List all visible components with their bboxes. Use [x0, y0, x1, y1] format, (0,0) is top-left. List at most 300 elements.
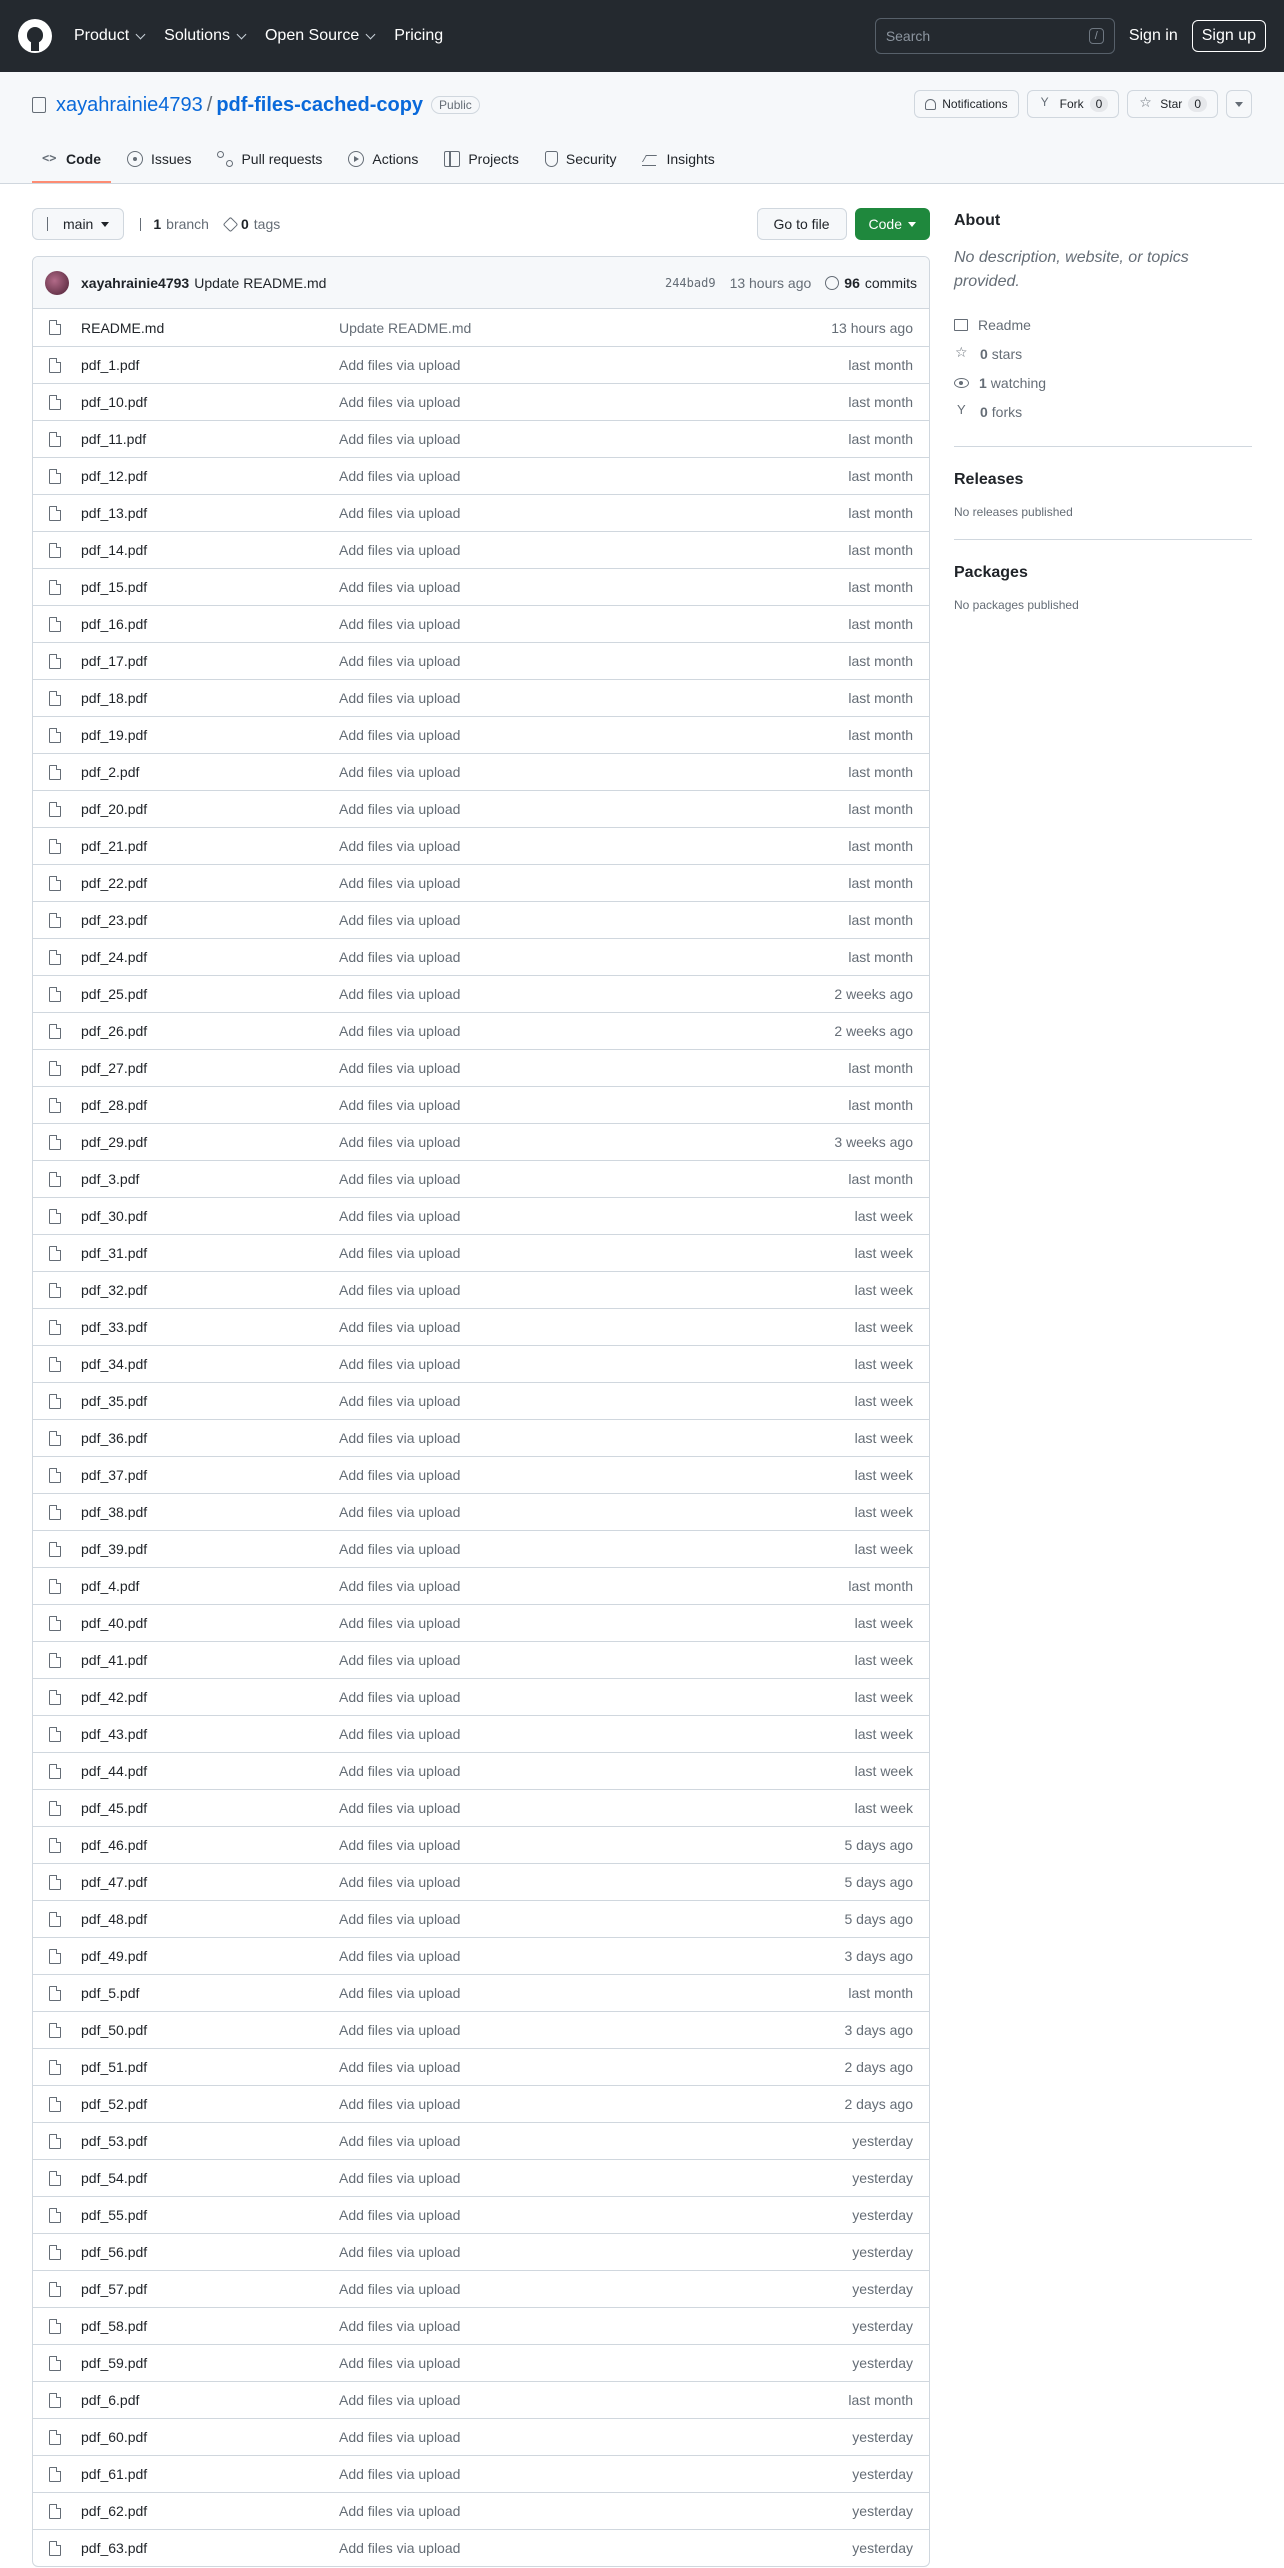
file-row[interactable] — [33, 1826, 929, 1863]
file-row[interactable] — [33, 2418, 929, 2455]
fork-button[interactable] — [1027, 90, 1120, 118]
file-commit-message-link[interactable]: Add files via upload — [339, 764, 461, 780]
file-commit-age: last week — [854, 1652, 913, 1668]
file-list — [32, 256, 930, 2567]
file-row[interactable] — [33, 2344, 929, 2381]
file-name-link[interactable]: pdf_61.pdf — [81, 2466, 148, 2482]
file-row[interactable] — [33, 1160, 929, 1197]
repo-sidebar — [954, 208, 1252, 2567]
file-name-link[interactable]: pdf_34.pdf — [81, 1356, 148, 1372]
file-commit-message-link[interactable]: Add files via upload — [339, 2022, 461, 2038]
notifications-label: Notifications — [942, 97, 1008, 111]
tab-code-label: Code — [66, 151, 101, 167]
file-commit-message-link[interactable]: Add files via upload — [339, 1060, 461, 1076]
fork-counter: 0 — [1090, 96, 1109, 112]
file-commit-message-link[interactable]: Add files via upload — [339, 1171, 461, 1187]
file-row[interactable] — [33, 1789, 929, 1826]
tab-pull-requests[interactable] — [207, 135, 332, 183]
file-row[interactable] — [33, 1234, 929, 1271]
file-row[interactable] — [33, 1197, 929, 1234]
file-name-link[interactable]: pdf_2.pdf — [81, 764, 140, 780]
file-row[interactable] — [33, 938, 929, 975]
header-right — [875, 18, 1266, 54]
releases-heading[interactable]: Releases — [954, 471, 1024, 488]
file-commit-message-link[interactable]: Add files via upload — [339, 949, 461, 965]
file-icon — [49, 543, 61, 558]
commit-meta — [665, 275, 917, 291]
main-content — [0, 184, 1284, 2567]
file-icon — [49, 432, 61, 447]
file-name-link[interactable]: pdf_53.pdf — [81, 2133, 148, 2149]
file-row[interactable] — [33, 975, 929, 1012]
file-name-link[interactable]: pdf_44.pdf — [81, 1763, 148, 1779]
file-commit-age: 5 days ago — [844, 1911, 913, 1927]
tab-projects[interactable] — [434, 135, 529, 183]
file-rows — [33, 309, 929, 2566]
file-commit-message-link[interactable]: Add files via upload — [339, 2503, 461, 2519]
file-name-link[interactable]: pdf_3.pdf — [81, 1171, 140, 1187]
file-name-link[interactable]: pdf_54.pdf — [81, 2170, 148, 2186]
file-row[interactable] — [33, 2455, 929, 2492]
file-commit-message-link[interactable]: Add files via upload — [339, 986, 461, 1002]
file-row[interactable] — [33, 1049, 929, 1086]
nav-open-source-label: Open Source — [264, 27, 360, 44]
file-icon — [49, 469, 61, 484]
pull-request-icon — [217, 151, 233, 167]
file-icon — [49, 1727, 61, 1742]
file-icon — [49, 1690, 61, 1705]
avatar[interactable] — [45, 271, 69, 295]
packages-heading[interactable]: Packages — [954, 564, 1028, 581]
file-row[interactable] — [33, 827, 929, 864]
file-commit-age: 3 days ago — [844, 2022, 913, 2038]
file-commit-age: last week — [854, 1615, 913, 1631]
file-commit-message-link[interactable]: Add files via upload — [339, 690, 461, 706]
star-button[interactable] — [1127, 90, 1218, 118]
file-row[interactable] — [33, 346, 929, 383]
file-row[interactable] — [33, 2233, 929, 2270]
file-commit-message-link[interactable]: Add files via upload — [339, 1467, 461, 1483]
file-icon — [49, 1394, 61, 1409]
file-icon — [49, 2319, 61, 2334]
file-commit-message-link[interactable]: Add files via upload — [339, 1097, 461, 1113]
star-icon — [1138, 96, 1154, 112]
nav-product[interactable] — [74, 27, 144, 45]
file-row[interactable] — [33, 1123, 929, 1160]
file-commit-age: last month — [848, 912, 913, 928]
file-row[interactable] — [33, 901, 929, 938]
file-commit-age: yesterday — [852, 2281, 913, 2297]
file-row[interactable] — [33, 1530, 929, 1567]
file-row[interactable] — [33, 494, 929, 531]
file-row[interactable] — [33, 2270, 929, 2307]
file-commit-message-link[interactable]: Add files via upload — [339, 1319, 461, 1335]
file-row[interactable] — [33, 2529, 929, 2566]
code-button[interactable] — [855, 208, 930, 240]
file-icon — [49, 506, 61, 521]
file-row[interactable] — [33, 457, 929, 494]
file-commit-message-link[interactable]: Add files via upload — [339, 2207, 461, 2223]
file-name-link[interactable]: pdf_6.pdf — [81, 2392, 140, 2408]
file-row[interactable] — [33, 1937, 929, 1974]
file-name-link[interactable]: pdf_1.pdf — [81, 357, 140, 373]
file-row[interactable] — [33, 716, 929, 753]
file-row[interactable] — [33, 383, 929, 420]
file-name-link[interactable]: pdf_38.pdf — [81, 1504, 148, 1520]
file-commit-age: last month — [848, 801, 913, 817]
file-name-link[interactable]: pdf_55.pdf — [81, 2207, 148, 2223]
file-name-link[interactable]: pdf_59.pdf — [81, 2355, 148, 2371]
file-icon — [49, 728, 61, 743]
nav-open-source[interactable] — [265, 27, 374, 45]
file-commit-message-link[interactable]: Add files via upload — [339, 1356, 461, 1372]
file-row[interactable] — [33, 531, 929, 568]
file-commit-message-link[interactable]: Add files via upload — [339, 1837, 461, 1853]
file-row[interactable] — [33, 1900, 929, 1937]
file-row[interactable] — [33, 1567, 929, 1604]
file-row[interactable] — [33, 1752, 929, 1789]
commit-author-link[interactable]: xayahrainie4793 — [81, 274, 190, 291]
file-name-link[interactable]: pdf_4.pdf — [81, 1578, 140, 1594]
file-commit-message-link[interactable]: Add files via upload — [339, 2540, 461, 2556]
file-icon — [49, 1616, 61, 1631]
file-row[interactable] — [33, 1493, 929, 1530]
file-icon — [49, 1468, 61, 1483]
file-commit-message-link[interactable]: Add files via upload — [339, 1726, 461, 1742]
file-name-link[interactable]: pdf_48.pdf — [81, 1911, 148, 1927]
repo-actions — [914, 90, 1252, 118]
file-commit-age: last week — [854, 1356, 913, 1372]
file-name-link[interactable]: pdf_13.pdf — [81, 505, 148, 521]
file-commit-message-link[interactable]: Add files via upload — [339, 1948, 461, 1964]
commit-sha-link[interactable]: 244bad9 — [664, 275, 716, 290]
file-commit-age: last month — [848, 1171, 913, 1187]
watching-count: 1 — [979, 374, 987, 391]
file-name-link[interactable]: pdf_25.pdf — [81, 986, 148, 1002]
file-name-link[interactable]: pdf_46.pdf — [81, 1837, 148, 1853]
forks-link[interactable] — [954, 397, 1252, 426]
file-icon — [49, 1542, 61, 1557]
file-commit-message-link[interactable]: Add files via upload — [339, 875, 461, 891]
file-commit-message-link[interactable]: Add files via upload — [339, 468, 461, 484]
nav-solutions[interactable] — [164, 27, 245, 45]
file-row[interactable] — [33, 642, 929, 679]
file-name-link[interactable]: pdf_63.pdf — [81, 2540, 148, 2556]
file-name-link[interactable]: pdf_56.pdf — [81, 2244, 148, 2260]
file-icon — [49, 2467, 61, 2482]
file-name-link[interactable]: pdf_39.pdf — [81, 1541, 148, 1557]
watching-link[interactable] — [954, 368, 1252, 397]
file-commit-age: last month — [848, 357, 913, 373]
file-icon — [49, 2393, 61, 2408]
issue-icon — [127, 151, 143, 167]
file-commit-message-link[interactable]: Add files via upload — [339, 1578, 461, 1594]
file-commit-message-link[interactable]: Add files via upload — [339, 1985, 461, 2001]
file-icon — [49, 1320, 61, 1335]
nav-pricing[interactable] — [394, 27, 443, 45]
tags-link[interactable] — [225, 216, 280, 232]
file-commit-message-link[interactable]: Add files via upload — [339, 2281, 461, 2297]
file-icon — [49, 987, 61, 1002]
file-row[interactable] — [33, 679, 929, 716]
sign-in-link[interactable]: Sign in — [1128, 27, 1178, 44]
file-commit-message-link[interactable]: Update README.md — [339, 319, 472, 336]
file-name-link[interactable]: pdf_28.pdf — [81, 1097, 148, 1113]
file-row[interactable] — [33, 1308, 929, 1345]
global-nav — [74, 27, 443, 45]
file-commit-message-link[interactable]: Add files via upload — [339, 1763, 461, 1779]
readme-link[interactable] — [954, 310, 1252, 339]
go-to-file-button[interactable]: Go to file — [757, 208, 847, 240]
file-commit-age: last week — [854, 1245, 913, 1261]
file-commit-age: yesterday — [852, 2466, 913, 2482]
branch-select-button[interactable] — [32, 208, 124, 240]
tab-insights[interactable] — [632, 135, 724, 183]
file-row[interactable] — [33, 790, 929, 827]
file-commit-age: yesterday — [852, 2244, 913, 2260]
file-name-link[interactable]: pdf_32.pdf — [81, 1282, 148, 1298]
tab-security[interactable] — [535, 135, 627, 183]
file-commit-age: 5 days ago — [844, 1874, 913, 1890]
sign-up-button[interactable]: Sign up — [1192, 20, 1266, 52]
commits-history-link[interactable] — [825, 275, 917, 291]
file-row[interactable] — [33, 1382, 929, 1419]
bell-icon — [925, 99, 936, 110]
file-name-link[interactable]: pdf_62.pdf — [81, 2503, 148, 2519]
fork-icon — [954, 404, 970, 420]
file-commit-message-link[interactable]: Add files via upload — [339, 542, 461, 558]
file-row[interactable] — [33, 2159, 929, 2196]
file-row[interactable] — [33, 568, 929, 605]
file-name-link[interactable]: pdf_58.pdf — [81, 2318, 148, 2334]
file-name-link[interactable]: pdf_43.pdf — [81, 1726, 148, 1742]
file-icon — [49, 2060, 61, 2075]
notifications-button[interactable] — [914, 90, 1018, 118]
file-row[interactable] — [33, 309, 929, 346]
file-name-link[interactable]: pdf_18.pdf — [81, 690, 148, 706]
file-name-link[interactable]: pdf_20.pdf — [81, 801, 148, 817]
branches-link[interactable] — [140, 216, 209, 232]
file-name-link[interactable]: pdf_35.pdf — [81, 1393, 148, 1409]
file-icon — [49, 2356, 61, 2371]
readme-label: Readme — [978, 316, 1031, 333]
tab-issues[interactable] — [117, 135, 201, 183]
file-commit-age: yesterday — [852, 2170, 913, 2186]
file-commit-message-link[interactable]: Add files via upload — [339, 1282, 461, 1298]
file-commit-message-link[interactable]: Add files via upload — [339, 727, 461, 743]
commit-message-link[interactable]: Update README.md — [194, 274, 327, 291]
file-commit-message-link[interactable]: Add files via upload — [339, 1504, 461, 1520]
global-header — [0, 0, 1284, 72]
github-logo-icon[interactable] — [18, 19, 52, 53]
file-commit-message-link[interactable]: Add files via upload — [339, 2096, 461, 2112]
file-name-link[interactable]: pdf_60.pdf — [81, 2429, 148, 2445]
file-commit-message-link[interactable]: Add files via upload — [339, 653, 461, 669]
chevron-down-icon — [366, 29, 376, 39]
file-name-link[interactable]: pdf_12.pdf — [81, 468, 148, 484]
file-name-link[interactable]: pdf_17.pdf — [81, 653, 148, 669]
file-row[interactable] — [33, 2011, 929, 2048]
file-name-link[interactable]: pdf_15.pdf — [81, 579, 148, 595]
file-commit-message-link[interactable]: Add files via upload — [339, 394, 461, 410]
file-commit-message-link[interactable]: Add files via upload — [339, 357, 461, 373]
stars-label: stars — [991, 345, 1023, 362]
file-row[interactable] — [33, 753, 929, 790]
branch-icon — [140, 218, 148, 231]
file-row[interactable] — [33, 1604, 929, 1641]
file-icon — [49, 1949, 61, 1964]
file-commit-message-link[interactable]: Add files via upload — [339, 2170, 461, 2186]
stars-count: 0 — [980, 345, 988, 362]
file-name-link[interactable]: pdf_41.pdf — [81, 1652, 148, 1668]
file-commit-message-link[interactable]: Add files via upload — [339, 2466, 461, 2482]
file-row[interactable] — [33, 605, 929, 642]
file-commit-message-link[interactable]: Add files via upload — [339, 616, 461, 632]
file-name-link[interactable]: pdf_49.pdf — [81, 1948, 148, 1964]
file-commit-message-link[interactable]: Add files via upload — [339, 1541, 461, 1557]
file-commit-message-link[interactable]: Add files via upload — [339, 2392, 461, 2408]
file-row[interactable] — [33, 2196, 929, 2233]
file-commit-message-link[interactable]: Add files via upload — [339, 2355, 461, 2371]
file-name-link[interactable]: pdf_30.pdf — [81, 1208, 148, 1224]
file-row[interactable] — [33, 2307, 929, 2344]
tab-actions[interactable] — [338, 135, 428, 183]
repo-owner-link[interactable]: xayahrainie4793 — [56, 93, 203, 116]
file-name-link[interactable]: pdf_37.pdf — [81, 1467, 148, 1483]
file-name-link[interactable]: pdf_19.pdf — [81, 727, 148, 743]
file-commit-message-link[interactable]: Add files via upload — [339, 1023, 461, 1039]
file-commit-message-link[interactable]: Add files via upload — [339, 1245, 461, 1261]
packages-empty: No packages published — [954, 598, 1079, 612]
file-commit-message-link[interactable]: Add files via upload — [339, 1874, 461, 1890]
file-commit-message-link[interactable]: Add files via upload — [339, 2133, 461, 2149]
file-row[interactable] — [33, 1974, 929, 2011]
star-icon — [954, 346, 970, 362]
latest-commit-bar — [33, 257, 929, 309]
file-icon — [49, 1357, 61, 1372]
file-name-link[interactable]: pdf_22.pdf — [81, 875, 148, 891]
file-row[interactable] — [33, 2381, 929, 2418]
stars-link[interactable] — [954, 339, 1252, 368]
file-name-link[interactable]: pdf_14.pdf — [81, 542, 148, 558]
file-commit-message-link[interactable]: Add files via upload — [339, 579, 461, 595]
file-commit-age: 13 hours ago — [831, 319, 913, 336]
file-row[interactable] — [33, 1678, 929, 1715]
file-commit-message-link[interactable]: Add files via upload — [339, 2244, 461, 2260]
file-name-link[interactable]: pdf_57.pdf — [81, 2281, 148, 2297]
file-name-link[interactable]: pdf_26.pdf — [81, 1023, 148, 1039]
file-row[interactable] — [33, 1345, 929, 1382]
file-icon — [49, 617, 61, 632]
file-commit-message-link[interactable]: Add files via upload — [339, 2059, 461, 2075]
tab-code[interactable] — [32, 135, 111, 183]
file-row[interactable] — [33, 2085, 929, 2122]
file-icon — [49, 2504, 61, 2519]
file-row[interactable] — [33, 420, 929, 457]
file-commit-message-link[interactable]: Add files via upload — [339, 1134, 461, 1150]
file-name-link[interactable]: pdf_23.pdf — [81, 912, 148, 928]
repo-name-link[interactable]: pdf-files-cached-copy — [216, 93, 424, 116]
file-name-link[interactable]: pdf_5.pdf — [81, 1985, 140, 2001]
file-row[interactable] — [33, 1419, 929, 1456]
file-commit-age: yesterday — [852, 2540, 913, 2556]
file-commit-message-link[interactable]: Add files via upload — [339, 801, 461, 817]
file-commit-message-link[interactable]: Add files via upload — [339, 1911, 461, 1927]
file-row[interactable] — [33, 1012, 929, 1049]
file-commit-age: last month — [848, 394, 913, 410]
file-icon — [49, 395, 61, 410]
file-row[interactable] — [33, 1641, 929, 1678]
file-browser — [32, 208, 930, 2567]
file-name-link[interactable]: pdf_10.pdf — [81, 394, 148, 410]
file-name-link[interactable]: pdf_47.pdf — [81, 1874, 148, 1890]
forks-count: 0 — [980, 403, 988, 420]
file-commit-age: last week — [854, 1689, 913, 1705]
file-commit-message-link[interactable]: Add files via upload — [339, 912, 461, 928]
file-commit-message-link[interactable]: Add files via upload — [339, 2318, 461, 2334]
projects-icon — [444, 151, 460, 167]
branch-count-label: branch — [166, 216, 209, 232]
file-commit-age: last month — [848, 838, 913, 854]
file-name-link[interactable]: pdf_40.pdf — [81, 1615, 148, 1631]
file-row[interactable] — [33, 1456, 929, 1493]
file-commit-age: yesterday — [852, 2133, 913, 2149]
file-name-link[interactable]: pdf_51.pdf — [81, 2059, 148, 2075]
file-commit-age: last month — [848, 727, 913, 743]
file-commit-message-link[interactable]: Add files via upload — [339, 838, 461, 854]
file-commit-message-link[interactable]: Add files via upload — [339, 1393, 461, 1409]
file-commit-message-link[interactable]: Add files via upload — [339, 431, 461, 447]
file-name-link[interactable]: pdf_33.pdf — [81, 1319, 148, 1335]
search-input[interactable] — [875, 18, 1115, 54]
file-commit-message-link[interactable]: Add files via upload — [339, 505, 461, 521]
file-name-link[interactable]: pdf_29.pdf — [81, 1134, 148, 1150]
file-row[interactable] — [33, 1715, 929, 1752]
file-name-link[interactable]: pdf_24.pdf — [81, 949, 148, 965]
file-row[interactable] — [33, 1863, 929, 1900]
file-row[interactable] — [33, 1271, 929, 1308]
file-commit-message-link[interactable]: Add files via upload — [339, 1208, 461, 1224]
file-commit-message-link[interactable]: Add files via upload — [339, 2429, 461, 2445]
file-commit-message-link[interactable]: Add files via upload — [339, 1430, 461, 1446]
file-row[interactable] — [33, 864, 929, 901]
file-commit-message-link[interactable]: Add files via upload — [339, 1689, 461, 1705]
file-name-link[interactable]: README.md — [81, 319, 165, 336]
file-name-link[interactable]: pdf_11.pdf — [81, 431, 147, 447]
file-name-link[interactable]: pdf_16.pdf — [81, 616, 148, 632]
file-commit-message-link[interactable]: Add files via upload — [339, 1615, 461, 1631]
file-commit-message-link[interactable]: Add files via upload — [339, 1652, 461, 1668]
file-row[interactable] — [33, 2122, 929, 2159]
file-name-link[interactable]: pdf_31.pdf — [81, 1245, 148, 1261]
file-name-link[interactable]: pdf_27.pdf — [81, 1060, 148, 1076]
file-commit-age: last month — [848, 579, 913, 595]
file-name-link[interactable]: pdf_42.pdf — [81, 1689, 148, 1705]
file-commit-age: last month — [848, 616, 913, 632]
file-name-link[interactable]: pdf_36.pdf — [81, 1430, 148, 1446]
star-dropdown-button[interactable] — [1226, 90, 1252, 118]
file-name-link[interactable]: pdf_50.pdf — [81, 2022, 148, 2038]
commit-count: 96 — [844, 274, 860, 291]
caret-down-icon — [101, 222, 109, 227]
file-row[interactable] — [33, 2048, 929, 2085]
file-name-link[interactable]: pdf_52.pdf — [81, 2096, 148, 2112]
file-commit-message-link[interactable]: Add files via upload — [339, 1800, 461, 1816]
file-name-link[interactable]: pdf_45.pdf — [81, 1800, 148, 1816]
file-row[interactable] — [33, 2492, 929, 2529]
file-name-link[interactable]: pdf_21.pdf — [81, 838, 148, 854]
file-row[interactable] — [33, 1086, 929, 1123]
